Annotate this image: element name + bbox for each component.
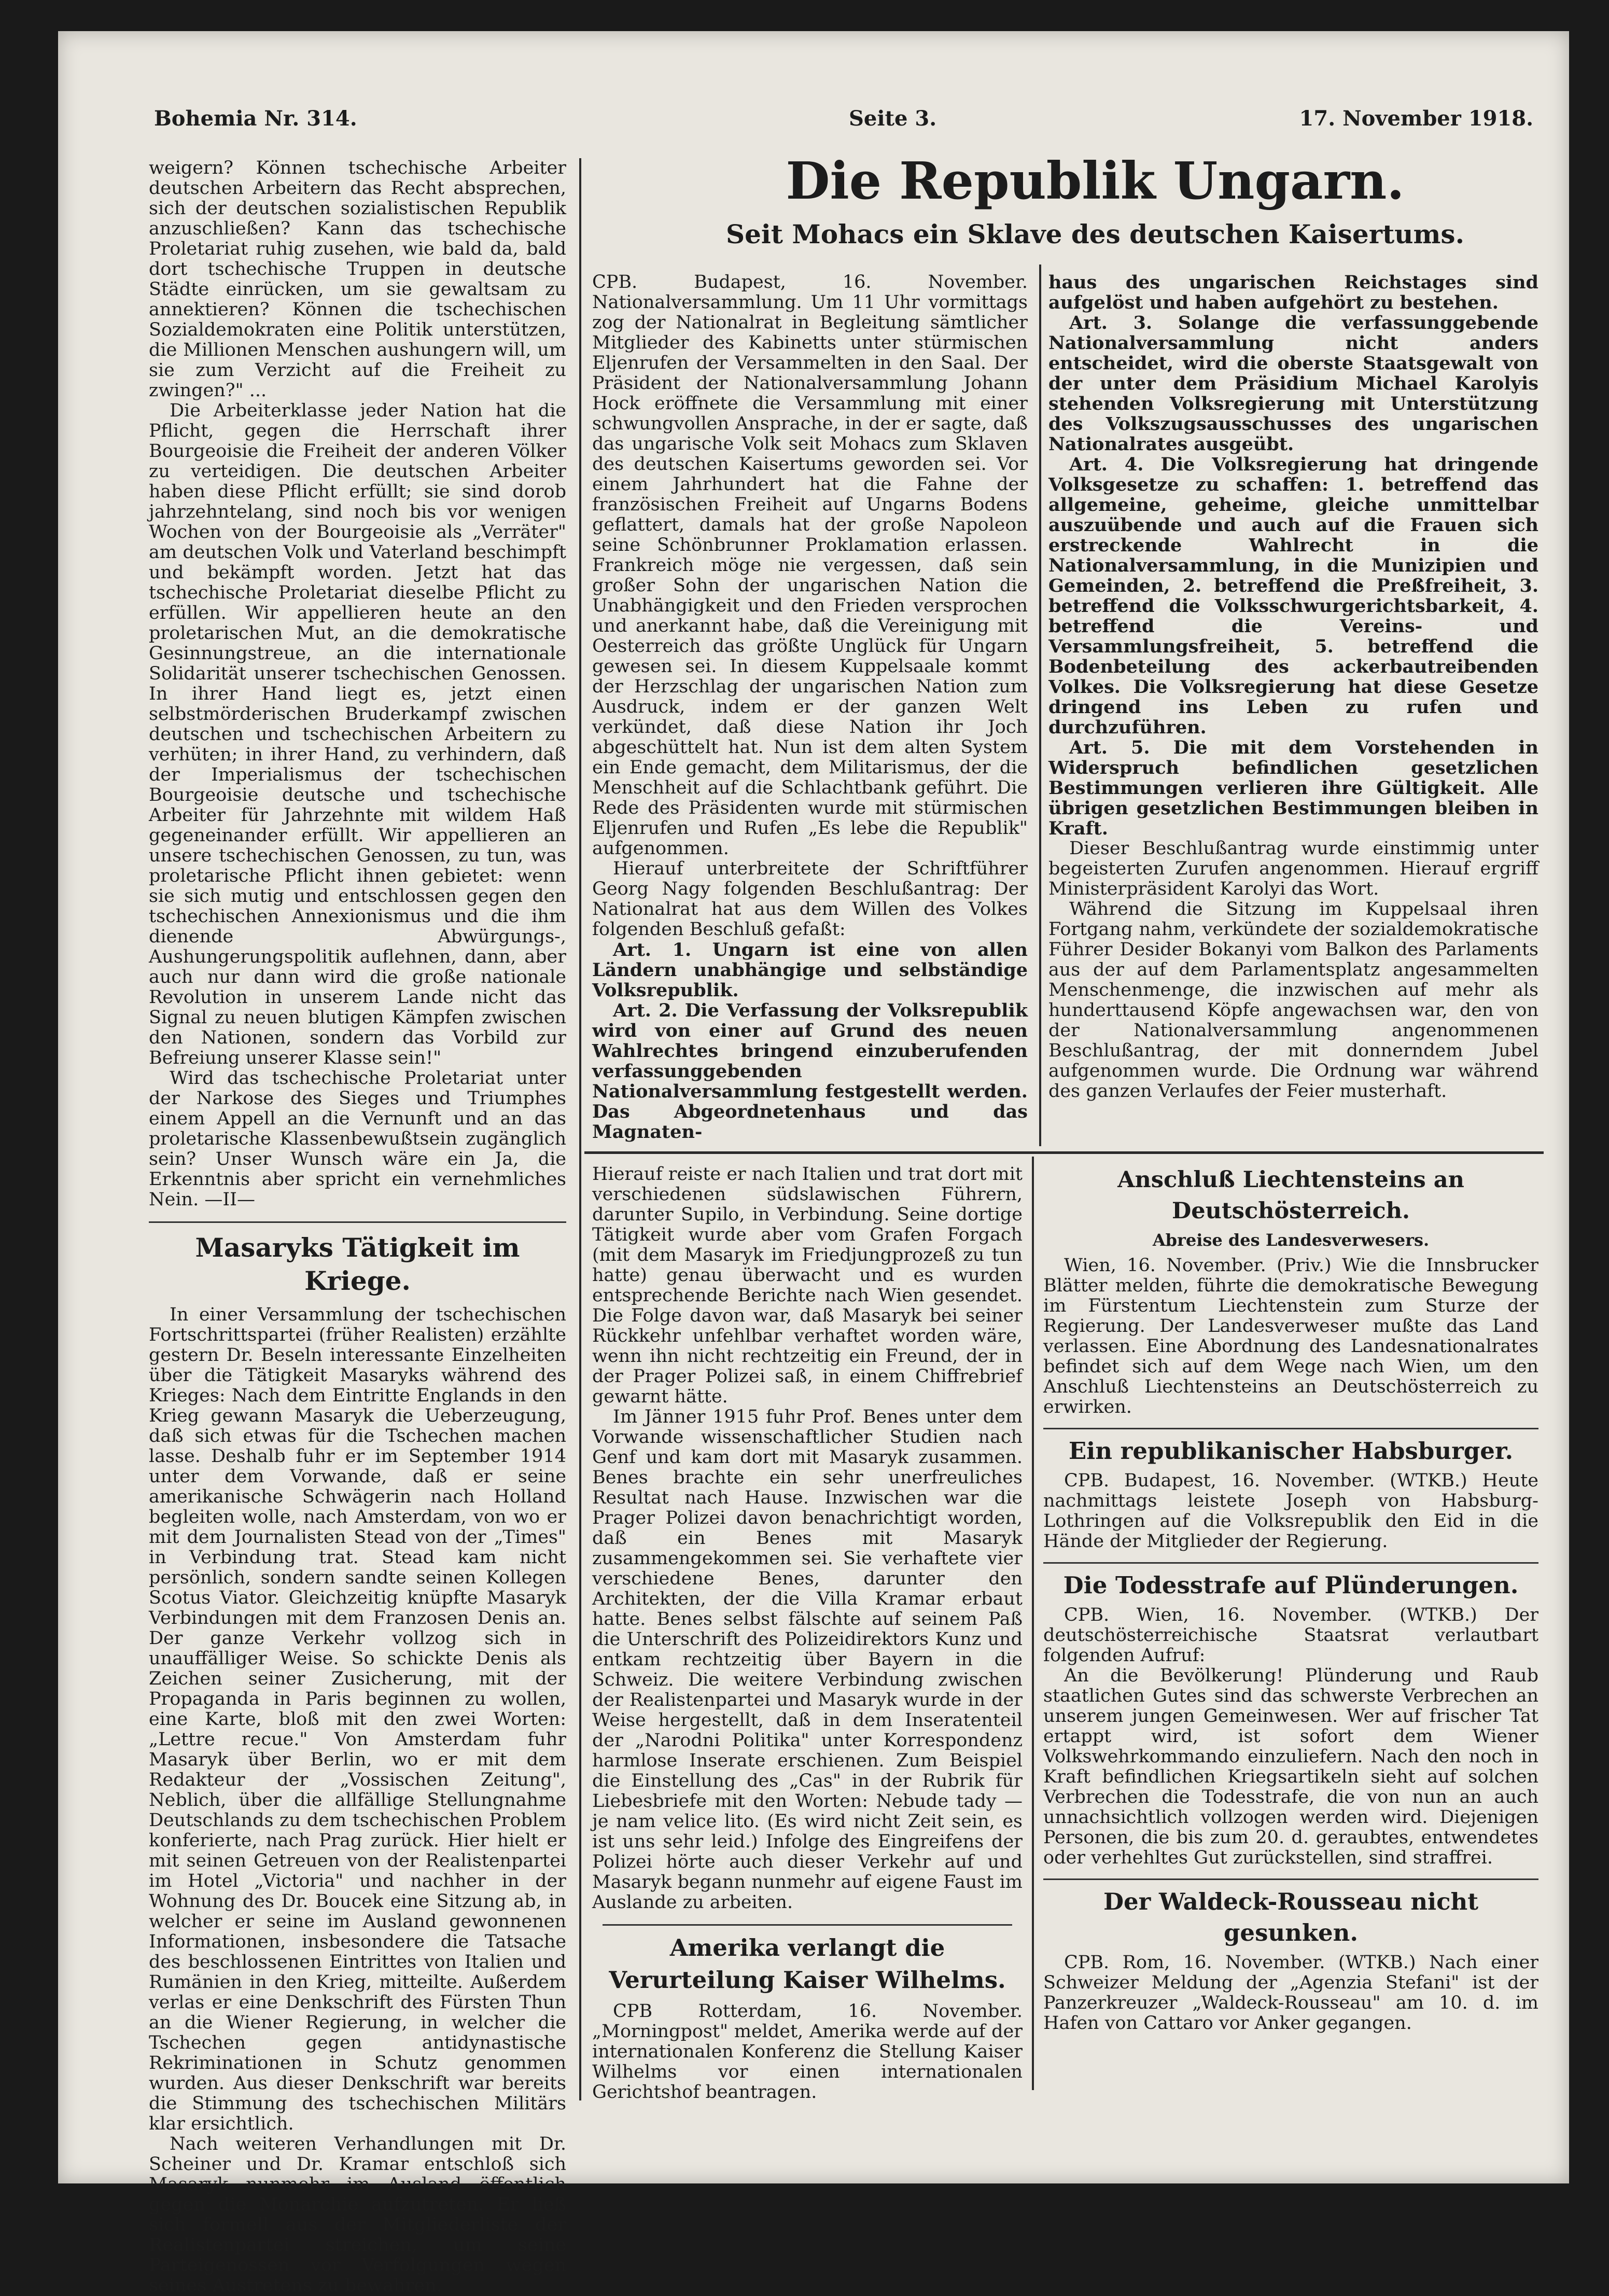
- left-paragraph: Die Arbeiterklasse jeder Nation hat die Pflicht, gegen die Herrschaft ihrer Bourgeoisie die Freiheit der anderen Völker zu verteidigen. Die deutschen Arbeiter haben diese Pflicht erfüllt; sie sind dorob jahrzehntelang, sind noch bis vor wenigen Wochen von der Bourgeoisie als „Verräter" am deutschen Volk und Vaterland beschimpft und bekämpft worden. Jetzt hat das tschechische Proletariat dieselbe Pflicht zu erfüllen. Wir appellieren heute an den proletarischen Mut, an die demokratische Gesinnungstreue, an die internationale Solidarität unserer tschechischen Genossen. In ihrer Hand liegt es, jetzt einen selbstmörderischen Bruderkampf zwischen deutschen und tschechischen Arbeitern zu verhüten; in ihrer Hand, zu verhindern, daß der Imperialismus der tschechischen Bourgeoisie deutsche und tschechische Arbeiter für Jahrzehnte mit wildem Haß gegeneinander erfüllt. Wir appellieren an unsere tschechischen Genossen, zu tun, was proletarische Pflicht ihnen gebietet: wenn sie sich mutig und entschlossen gegen den tschechischen Annexionismus und die ihm dienende Abwürgungs-, Aushungerungspolitik auflehnen, dann, aber auch nur dann wird die große nationale Revolution in unserem Lande nicht das Signal zu neuen blutigen Kämpfen zwischen den Nationen, sondern das Vorbild zur Befreiung unserer Klasse sein!": [149, 400, 566, 1068]
- right-column: [1043, 1164, 1538, 2098]
- death-penalty-heading: Die Todesstrafe auf Plünderungen.: [1043, 1562, 1538, 1601]
- middle-paragraph: Im Jänner 1915 fuhr Prof. Benes unter dem Vorwande wissenschaftlicher Studien nach Genf und kam dort mit Masaryk zusammen. Benes brachte ein sehr unerfreuliches Resultat nach Hause. Inzwischen war die Prager Polizei davon benachrichtigt worden, daß ein Benes mit Masaryk zusammengekommen sei. Sie verhaftete vier verschiedene Benes, darunter den Architekten, der die Villa Kramar erbaut hatte. Benes selbst fälschte auf seinem Paß die Unterschrift des Polizeidirektors Kunz und entkam rechtzeitig über Bayern in die Schweiz. Die weitere Verbindung zwischen der Realistenpartei und Masaryk wurde in der Weise hergestellt, daß in dem Inseratenteil der „Narodni Politika" unter Korrespondenz harmlose Inserate erschienen. Zum Beispiel die Einstellung des „Cas" in der Rubrik für Liebesbriefe mit den Worten: Nebude tady — je nam velice lito. (Es wird nicht Zeit sein, es ist uns sehr leid.) Infolge des Eingreifens der Polizei hörte auch dieser Verkehr auf und Masaryk begann nunmehr auf eigene Faust im Auslande zu arbeiten.: [592, 1407, 1023, 1913]
- middle-paragraph: CPB Rotterdam, 16. November. „Morningpost" meldet, Amerika werde auf der internationalen Konferenz die Stellung Kaiser Wilhelms vor einen internationalen Gerichtshof beantragen.: [592, 2001, 1023, 2103]
- main-paragraph: Hierauf unterbreitete der Schriftführer Georg Nagy folgenden Beschlußantrag: Der Nationalrat hat aus dem Willen des Volkes folgenden Beschluß gefaßt:: [592, 858, 1028, 940]
- liechtenstein-subheading: Abreise des Landesverwesers.: [1152, 1230, 1430, 1250]
- page-header: [154, 106, 1533, 148]
- masaryk-heading: Masaryks Tätigkeit im Kriege.: [149, 1221, 566, 1298]
- right-paragraph: CPB. Rom, 16. November. (WTKB.) Nach einer Schweizer Meldung der „Agenzia Stefani" ist der Panzerkreuzer „Waldeck-Rousseau" am 10. d. im Hafen von Cattaro vor Anker gegangen.: [1043, 1952, 1538, 2034]
- main-article-column-a: [592, 272, 1028, 1149]
- right-paragraph: CPB. Wien, 16. November. (WTKB.) Der deutschösterreichische Staatsrat verlautbart folgenden Aufruf:: [1043, 1605, 1538, 1666]
- main-paragraph: Während die Sitzung im Kuppelsaal ihren Fortgang nahm, verkündete der sozialdemokratische Führer Desider Bokanyi vom Balkon des Parlaments aus der auf dem Parlamentsplatz angesammelten Menschenmenge, die inzwischen auf mehr als hunderttausend Köpfe angewachsen war, den von der Nationalversammlung angenommenen Beschlußantrag, der mit donnerndem Jubel aufgenommen wurde. Die Ordnung war während des ganzen Verlaufes der Feier musterhaft.: [1048, 899, 1538, 1102]
- header-issue: Bohemia Nr. 314.: [154, 106, 357, 131]
- main-paragraph: haus des ungarischen Reichstages sind aufgelöst und haben aufgehört zu bestehen.: [1048, 272, 1538, 313]
- column-rule-main: [1039, 265, 1041, 1146]
- newspaper-page: [58, 31, 1569, 2296]
- main-title: Die Republik Ungarn.: [786, 151, 1405, 211]
- left-paragraph: In einer Versammlung der tschechischen Fortschrittspartei (früher Realisten) erzählte gestern Dr. Beseln interessante Einzelheiten über die Tätigkeit Masaryks während des Krieges: Nach dem Eintritte Englands in den Krieg gewann Masaryk die Ueberzeugung, daß sich etwas für die Tschechen machen lasse. Deshalb fuhr er im September 1914 unter dem Vorwande, daß er seine amerikanische Schwägerin nach Holland begleiten wolle, nach Amsterdam, von wo er mit dem Journalisten Stead von der „Times" in Verbindung trat. Stead kam nicht persönlich, sondern sandte seinen Kollegen Scotus Viator. Gleichzeitig knüpfte Masaryk Verbindungen mit dem Franzosen Denis an. Der ganze Verkehr vollzog sich in unauffälliger Weise. So schickte Denis als Zeichen seiner Zusicherung, mit der Propaganda in Paris beginnen zu wollen, eine Karte, bloß mit den zwei Worten: „Lettre recue." Von Amsterdam fuhr Masaryk über Berlin, wo er mit dem Redakteur der „Vossischen Zeitung", Neblich, über die allfällige Stellungnahme Deutschlands zu dem tschechischen Problem konferierte, nach Prag zurück. Hier hielt er mit seinen Getreuen von der Realistenpartei im Hotel „Victoria" und nachher in der Wohnung des Dr. Boucek eine Sitzung ab, in welcher er seine im Ausland gewonnenen Informationen, insbesondere die Tatsache des beschlossenen Eintrittes von Italien und Rumänien in den Krieg, mitteilte. Außerdem verlas er eine Denkschrift des Fürsten Thun an die Wiener Regierung, in welcher die Tschechen gegen antidynastische Rekriminationen in Schutz genommen wurden. Aus dieser Denkschrift war bereits die Stimmung des tschechischen Militärs klar ersichtlich.: [149, 1304, 566, 2134]
- column-rule-right: [1032, 1157, 1034, 2090]
- right-paragraph: An die Bevölkerung! Plünderung und Raub staatlichen Gutes sind das schwerste Verbrechen an unserem jungen Gemeinwesen. Wer auf frischer Tat ertappt wird, ist sofort dem Wiener Volkswehrkommando einzuliefern. Nach den noch in Kraft befindlichen Kriegsartikeln sieht auf solchen Verbrechen die Todesstrafe, die von nun an auch unnachsichtlich vollzogen werden wird. Diejenigen Personen, die bis zum 20. d. geraubtes, entwendetes oder verhehltes Gut zurückstellen, sind straffrei.: [1043, 1665, 1538, 1868]
- article-5: Art. 5. Die mit dem Vorstehenden in Widerspruch befindlichen gesetzlichen Bestimmungen verlieren ihre Gültigkeit. Alle übrigen gesetzlichen Bestimmungen bleiben in Kraft.: [1048, 737, 1538, 839]
- waldeck-heading: Der Waldeck-Rousseau nicht gesunken.: [1043, 1878, 1538, 1949]
- main-article-bottom-rule: [584, 1151, 1544, 1154]
- america-heading: Amerika verlangt die Verurteilung Kaiser Wilhelms.: [603, 1924, 1012, 1996]
- article-3: Art. 3. Solange die verfassunggebende Nationalversammlung nicht anders entscheidet, wird die oberste Staatsgewalt von der unter dem Präsidium Michael Karolyis stehenden Volksregierung mit Unterstützung des Volkszugsausschusses des ungarischen Nationalrates ausgeübt.: [1048, 312, 1538, 455]
- header-page-number: Seite 3.: [849, 106, 937, 131]
- middle-paragraph: Hierauf reiste er nach Italien und trat dort mit verschiedenen südslawischen Führern, darunter Supilo, in Verbindung. Seine dortige Tätigkeit wurde aber vom Grafen Forgach (mit dem Masaryk im Friedjungprozeß zu tun hatte) genau überwacht und es wurden entsprechende Berichte nach Wien gesendet. Die Folge davon war, daß Masaryk bei seiner Rückkehr unfehlbar verhaftet worden wäre, wenn ihn nicht rechtzeitig ein Freund, der in der Prager Polizei saß, in einem Chiffrebrief gewarnt hätte.: [592, 1164, 1023, 1407]
- left-column: [149, 158, 566, 2296]
- left-paragraph: Wird das tschechische Proletariat unter der Narkose des Sieges und Triumphes einem Appell an die Vernunft und an das proletarische Klassenbewußtsein zugänglich sein? Unser Wunsch wäre ein Ja, die Erkenntnis aber spricht ein vernehmliches Nein. —II—: [149, 1068, 566, 1210]
- main-article-column-b: [1048, 272, 1538, 1149]
- main-subtitle: Seit Mohacs ein Sklave des deutschen Kaisertums.: [726, 219, 1464, 249]
- main-paragraph: Dieser Beschlußantrag wurde einstimmig unter begeisterten Zurufen angenommen. Hierauf ergriff Ministerpräsident Karolyi das Wort.: [1048, 838, 1538, 899]
- article-1: Art. 1. Ungarn ist eine von allen Ländern unabhängige und selbständige Volksrepublik.: [592, 939, 1028, 1001]
- left-paragraph: Nach weiteren Verhandlungen mit Dr. Scheiner und Dr. Kramar entschloß sich Masaryk nunmehr im Ausland öffentlich gegen die Monarchie aufzutreten. Er ließ sich formell aus der Mitgliederliste der Realistenpartei streichen, um seine Parteigenossen vor Verfolgungen wegen seines Austretens zu bewahren.: [149, 2134, 566, 2296]
- header-date: 17. November 1918.: [1299, 106, 1533, 131]
- habsburg-heading: Ein republikanischer Habsburger.: [1043, 1428, 1538, 1467]
- middle-column: [592, 1164, 1023, 2103]
- right-paragraph: Wien, 16. November. (Priv.) Wie die Innsbrucker Blätter melden, führte die demokratische Bewegung im Fürstentum Liechtenstein zum Sturze der Regierung. Der Landesverweser mußte das Land verlassen. Eine Abordnung des Landesnationalrates befindet sich auf dem Wege nach Wien, um den Anschluß Liechtensteins an Deutschösterreich zu erwirken.: [1043, 1255, 1538, 1417]
- column-rule-left: [579, 158, 581, 2100]
- article-2: Art. 2. Die Verfassung der Volksrepublik wird von einer auf Grund des neuen Wahlrechtes bringend einzuberufenden verfassunggebenden Nationalversammlung festgestellt werden. Das Abgeordnetenhaus und das Magnaten-: [592, 1000, 1028, 1143]
- article-4: Art. 4. Die Volksregierung hat dringende Volksgesetze zu schaffen: 1. betreffend das allgemeine, geheime, gleiche unmittelbar auszuübende und auch auf die Frauen sich erstreckende Wahlrecht in die Nationalversammlung, in die Munizipien und Gemeinden, 2. betreffend die Preßfreiheit, 3. betreffend die Volksschwurgerichtsbarkeit, 4. betreffend die Vereins- und Versammlungsfreiheit, 5. betreffend die Bodenbeteilung des ackerbautreibenden Volkes. Die Volksregierung hat diese Gesetze dringend ins Leben zu rufen und durchzuführen.: [1048, 454, 1538, 738]
- left-paragraph: weigern? Können tschechische Arbeiter deutschen Arbeitern das Recht absprechen, sich der deutschen sozialistischen Republik anzuschließen? Kann das tschechische Proletariat ruhig zusehen, wie bald da, bald dort tschechische Truppen in deutsche Städte einrücken, um sie gewaltsam zu annektieren? Können die tschechischen Sozialdemokraten eine Politik unterstützen, die Millionen Menschen aushungern will, um sie zum Verzicht auf die Freiheit zu zwingen?" ...: [149, 158, 566, 401]
- right-paragraph: CPB. Budapest, 16. November. (WTKB.) Heute nachmittags leistete Joseph von Habsburg-Lothringen auf die Volksrepublik den Eid in die Hände der Mitglieder der Regierung.: [1043, 1470, 1538, 1552]
- main-paragraph: CPB. Budapest, 16. November. Nationalversammlung. Um 11 Uhr vormittags zog der Nationalrat in Begleitung sämtlicher Mitglieder des Kabinetts unter stürmischen Eljenrufen der Versammelten in den Saal. Der Präsident der Nationalversammlung Johann Hock eröffnete die Versammlung mit einer schwungvollen Ansprache, in der er sagte, daß das ungarische Volk seit Mohacs zum Sklaven des deutschen Kaisertums geworden sei. Vor einem Jahrhundert hat die Fahne der französischen Freiheit auf Ungarns Bodens geflattert, damals hat der große Napoleon seine Schönbrunner Proklamation erlassen. Frankreich möge nie vergessen, daß sein großer Sohn der ungarischen Nation die Unabhängigkeit und den Frieden versprochen und anerkannt habe, daß die Vereinigung mit Oesterreich das größte Unglück für Ungarn gewesen sei. In diesem Kuppelsaale kommt der Herzschlag der ungarischen Nation zum Ausdruck, indem er der ganzen Welt verkündet, daß diese Nation ihr Joch abgeschüttelt hat. Nun ist dem alten System ein Ende gemacht, dem Militarismus, der die Menschheit auf die Schlachtbank geführt. Die Rede des Präsidenten wurde mit stürmischen Eljenrufen und Rufen „Es lebe die Republik" aufgenommen.: [592, 272, 1028, 859]
- liechtenstein-heading: Anschluß Liechtensteins an Deutschösterreich.: [1117, 1167, 1464, 1224]
